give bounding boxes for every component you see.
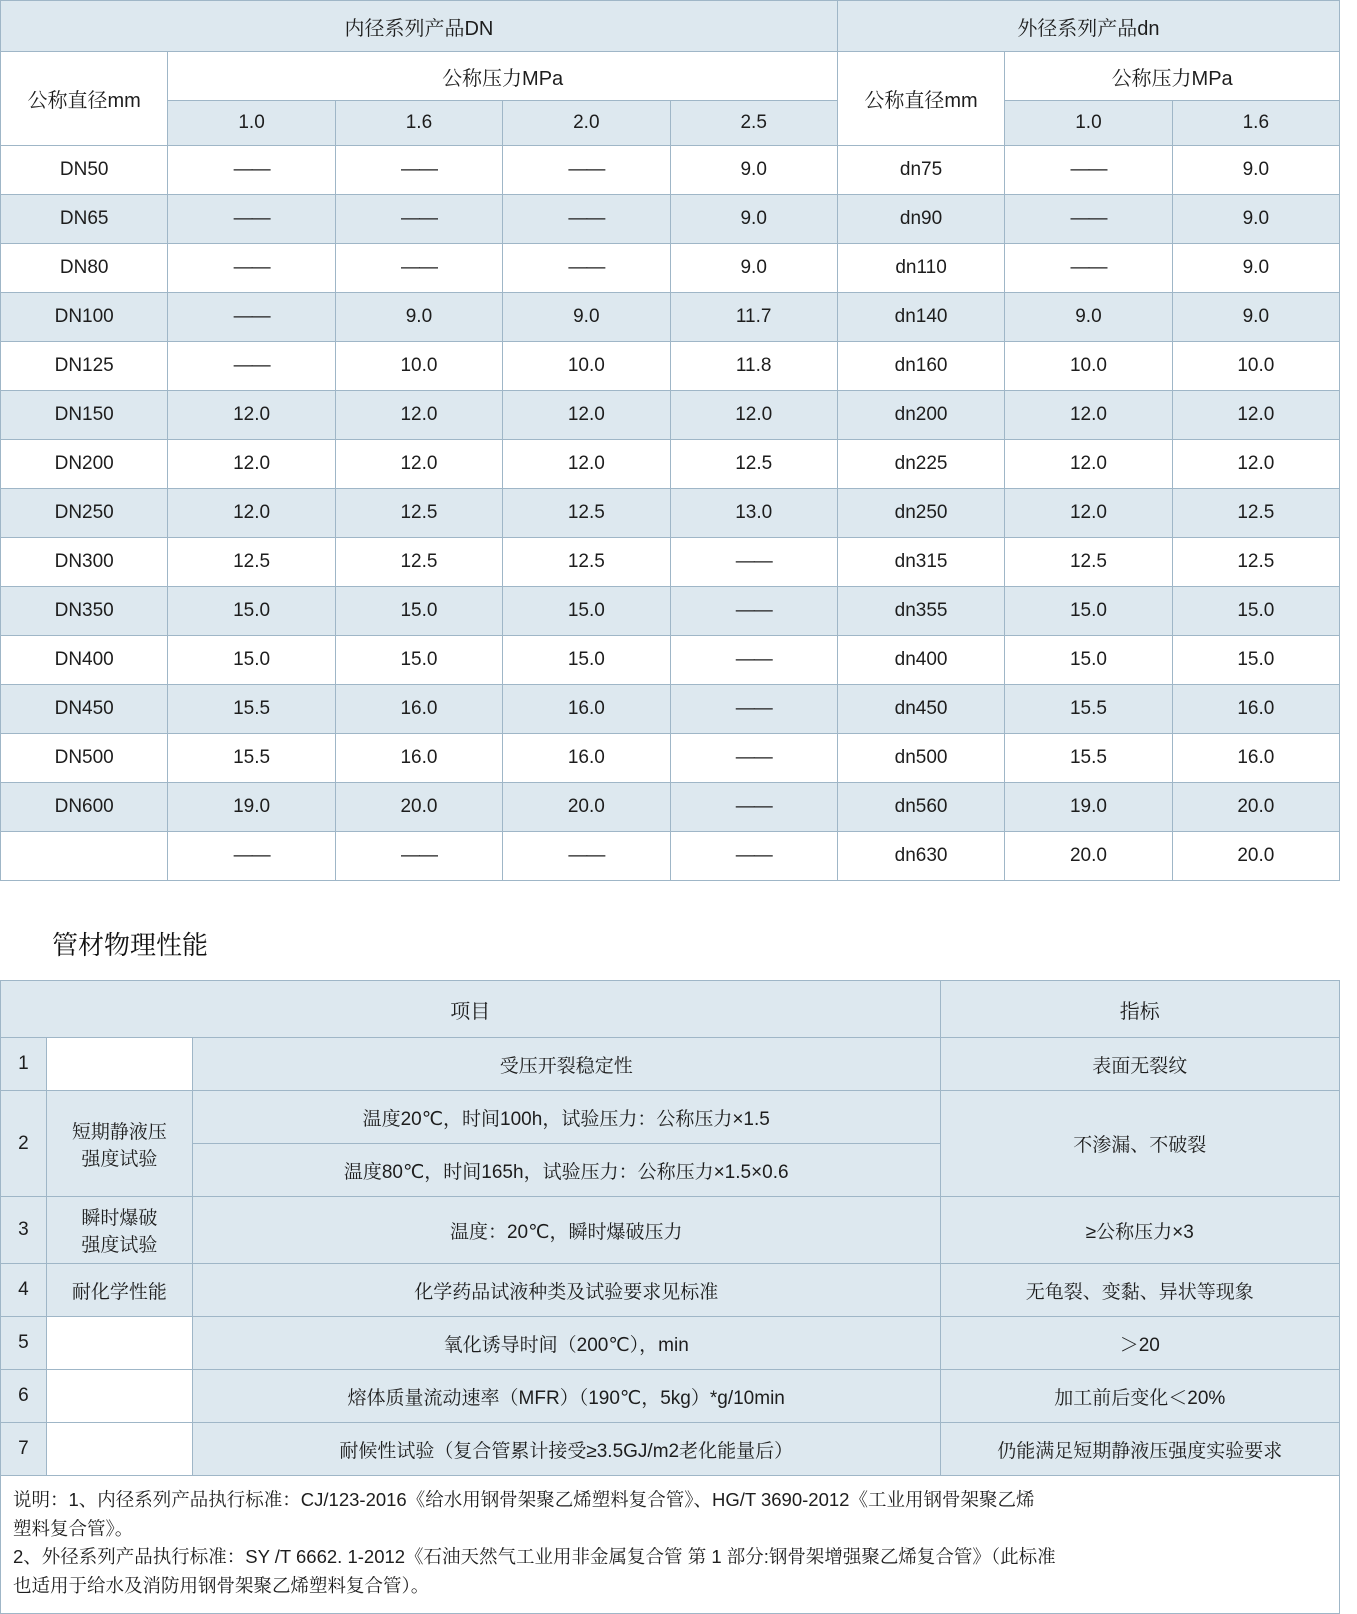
table-note: 说明：1、内径系列产品执行标准：CJ/123-2016《给水用钢骨架聚乙烯塑料复合管》、HG/T 3690-2012《工业用钢骨架聚乙烯 塑料复合管》。 2、外径系列产品执行标准：SY /T 6662. 1-2012《石油天然气工业用非金属复合管 第 1 部分:钢骨架增强聚乙烯复合管》（此标准 也适用于给水及消防用钢骨架聚乙烯塑料复合管）。 <box>1 1476 1340 1614</box>
col-header-nominal-diameter-inner: 公称直径mm <box>1 52 168 146</box>
cell-outer-p2: 15.0 <box>1172 636 1339 685</box>
cell-inner-p2: —— <box>335 244 502 293</box>
cell-outer-p1: 15.5 <box>1005 734 1172 783</box>
table-row <box>1 440 1340 489</box>
table-row <box>1 538 1340 587</box>
row-category <box>46 1317 192 1370</box>
cell-inner-p3: 15.0 <box>503 587 670 636</box>
cell-inner-p1: 15.0 <box>168 587 335 636</box>
cell-inner-p4: 9.0 <box>670 195 837 244</box>
cell-dn-outer: dn75 <box>837 146 1004 195</box>
cell-outer-p2: 12.5 <box>1172 489 1339 538</box>
cell-outer-p2: 9.0 <box>1172 293 1339 342</box>
cell-inner-p4: —— <box>670 783 837 832</box>
cell-inner-p3: 16.0 <box>503 685 670 734</box>
cell-outer-p2: 20.0 <box>1172 783 1339 832</box>
cell-outer-p2: 9.0 <box>1172 195 1339 244</box>
cell-dn: DN450 <box>1 685 168 734</box>
cell-inner-p1: —— <box>168 195 335 244</box>
cell-inner-p1: 12.0 <box>168 440 335 489</box>
cell-dn: DN65 <box>1 195 168 244</box>
cell-dn-outer: dn200 <box>837 391 1004 440</box>
cell-dn: DN80 <box>1 244 168 293</box>
cell-inner-p4: 11.7 <box>670 293 837 342</box>
group-header-inner: 内径系列产品DN <box>1 1 838 52</box>
section-title: 管材物理性能 <box>52 930 209 960</box>
row-detail-2: 温度80℃，时间165h，试验压力：公称压力×1.5×0.6 <box>192 1144 940 1197</box>
row-detail: 化学药品试液种类及试验要求见标准 <box>192 1264 940 1317</box>
cell-inner-p3: 16.0 <box>503 734 670 783</box>
cell-inner-p2: 12.5 <box>335 538 502 587</box>
cell-outer-p2: 16.0 <box>1172 685 1339 734</box>
table-row <box>1 489 1340 538</box>
cell-inner-p2: 12.0 <box>335 391 502 440</box>
cell-dn: DN150 <box>1 391 168 440</box>
pressure-table-header-row-2 <box>1 101 1340 146</box>
cell-outer-p1: 15.0 <box>1005 587 1172 636</box>
physical-header-index: 指标 <box>940 981 1339 1038</box>
cell-inner-p4: —— <box>670 685 837 734</box>
col-header-nominal-pressure-inner: 公称压力MPa <box>168 52 838 101</box>
cell-outer-p1: 19.0 <box>1005 783 1172 832</box>
cell-dn-outer: dn630 <box>837 832 1004 881</box>
cell-dn: DN500 <box>1 734 168 783</box>
cell-inner-p4: 12.0 <box>670 391 837 440</box>
row-detail: 耐候性试验（复合管累计接受≥3.5GJ/m2老化能量后） <box>192 1423 940 1476</box>
row-detail: 受压开裂稳定性 <box>192 1038 940 1091</box>
table-row <box>1 293 1340 342</box>
cell-inner-p2: —— <box>335 146 502 195</box>
row-category: 短期静液压 强度试验 <box>46 1091 192 1197</box>
cell-inner-p2: 15.0 <box>335 587 502 636</box>
cell-outer-p1: 9.0 <box>1005 293 1172 342</box>
cell-outer-p1: —— <box>1005 195 1172 244</box>
table-row <box>1 636 1340 685</box>
cell-dn: DN600 <box>1 783 168 832</box>
cell-inner-p1: —— <box>168 832 335 881</box>
row-number: 7 <box>1 1423 47 1476</box>
table-row <box>1 685 1340 734</box>
cell-inner-p4: —— <box>670 636 837 685</box>
cell-dn-outer: dn250 <box>837 489 1004 538</box>
col-header-outer-2: 1.6 <box>1172 101 1339 146</box>
table-row <box>1 391 1340 440</box>
col-header-outer-1: 1.0 <box>1005 101 1172 146</box>
row-index: 表面无裂纹 <box>940 1038 1339 1091</box>
cell-inner-p4: 13.0 <box>670 489 837 538</box>
cell-inner-p1: 15.5 <box>168 734 335 783</box>
row-number: 6 <box>1 1370 47 1423</box>
cell-inner-p3: —— <box>503 146 670 195</box>
row-index: ≥公称压力×3 <box>940 1197 1339 1264</box>
row-detail: 温度20℃，时间100h，试验压力：公称压力×1.5 <box>192 1091 940 1144</box>
cell-inner-p4: 11.8 <box>670 342 837 391</box>
cell-inner-p2: 16.0 <box>335 734 502 783</box>
cell-dn-outer: dn400 <box>837 636 1004 685</box>
cell-outer-p1: 10.0 <box>1005 342 1172 391</box>
table-row <box>1 1197 1340 1264</box>
cell-dn-outer: dn90 <box>837 195 1004 244</box>
cell-dn: DN400 <box>1 636 168 685</box>
cell-inner-p2: 12.5 <box>335 489 502 538</box>
cell-inner-p4: 9.0 <box>670 244 837 293</box>
note-row <box>1 1476 1340 1614</box>
row-index: 无龟裂、变黏、异状等现象 <box>940 1264 1339 1317</box>
cell-dn: DN200 <box>1 440 168 489</box>
group-header-outer: 外径系列产品dn <box>837 1 1339 52</box>
cell-inner-p1: 12.0 <box>168 489 335 538</box>
cell-inner-p1: 19.0 <box>168 783 335 832</box>
cell-outer-p1: 12.0 <box>1005 489 1172 538</box>
row-category <box>46 1038 192 1091</box>
cell-inner-p2: 16.0 <box>335 685 502 734</box>
cell-inner-p3: —— <box>503 195 670 244</box>
cell-dn: DN100 <box>1 293 168 342</box>
row-number: 4 <box>1 1264 47 1317</box>
table-row <box>1 244 1340 293</box>
table-row <box>1 783 1340 832</box>
cell-dn-outer: dn110 <box>837 244 1004 293</box>
table-row <box>1 587 1340 636</box>
cell-inner-p1: —— <box>168 342 335 391</box>
cell-inner-p3: 12.0 <box>503 391 670 440</box>
physical-table-header-row <box>1 981 1340 1038</box>
table-row <box>1 1370 1340 1423</box>
table-row <box>1 1038 1340 1091</box>
col-header-inner-1: 1.0 <box>168 101 335 146</box>
cell-outer-p2: 20.0 <box>1172 832 1339 881</box>
cell-inner-p4: —— <box>670 832 837 881</box>
cell-inner-p2: 9.0 <box>335 293 502 342</box>
cell-outer-p2: 10.0 <box>1172 342 1339 391</box>
cell-outer-p1: 15.5 <box>1005 685 1172 734</box>
cell-outer-p1: 12.5 <box>1005 538 1172 587</box>
cell-outer-p2: 12.5 <box>1172 538 1339 587</box>
table-row <box>1 146 1340 195</box>
cell-dn-outer: dn355 <box>837 587 1004 636</box>
cell-inner-p3: 20.0 <box>503 783 670 832</box>
table-row <box>1 1317 1340 1370</box>
table-row <box>1 734 1340 783</box>
cell-dn <box>1 832 168 881</box>
table-row <box>1 1423 1340 1476</box>
cell-inner-p3: —— <box>503 832 670 881</box>
pressure-table-header-row-1 <box>1 52 1340 101</box>
cell-outer-p2: 9.0 <box>1172 146 1339 195</box>
col-header-inner-2: 1.6 <box>335 101 502 146</box>
row-index: ＞20 <box>940 1317 1339 1370</box>
cell-outer-p1: 15.0 <box>1005 636 1172 685</box>
cell-dn-outer: dn140 <box>837 293 1004 342</box>
cell-inner-p1: 12.5 <box>168 538 335 587</box>
cell-inner-p1: —— <box>168 244 335 293</box>
cell-inner-p3: 10.0 <box>503 342 670 391</box>
cell-inner-p3: 12.5 <box>503 538 670 587</box>
col-header-nominal-diameter-outer: 公称直径mm <box>837 52 1004 146</box>
cell-outer-p1: —— <box>1005 244 1172 293</box>
row-number: 3 <box>1 1197 47 1264</box>
cell-inner-p1: 15.5 <box>168 685 335 734</box>
cell-inner-p1: —— <box>168 146 335 195</box>
row-category <box>46 1423 192 1476</box>
table-row <box>1 195 1340 244</box>
cell-inner-p4: —— <box>670 734 837 783</box>
row-index: 仍能满足短期静液压强度实验要求 <box>940 1423 1339 1476</box>
table-row <box>1 342 1340 391</box>
row-number: 5 <box>1 1317 47 1370</box>
cell-dn-outer: dn450 <box>837 685 1004 734</box>
cell-inner-p2: —— <box>335 195 502 244</box>
row-category: 瞬时爆破 强度试验 <box>46 1197 192 1264</box>
cell-inner-p3: 9.0 <box>503 293 670 342</box>
table-row <box>1 1091 1340 1144</box>
cell-outer-p2: 15.0 <box>1172 587 1339 636</box>
row-detail: 氧化诱导时间（200℃），min <box>192 1317 940 1370</box>
cell-inner-p3: 12.5 <box>503 489 670 538</box>
col-header-inner-4: 2.5 <box>670 101 837 146</box>
pressure-table-group-header-row <box>1 1 1340 52</box>
cell-inner-p2: 20.0 <box>335 783 502 832</box>
col-header-nominal-pressure-outer: 公称压力MPa <box>1005 52 1340 101</box>
cell-inner-p3: 12.0 <box>503 440 670 489</box>
cell-dn-outer: dn225 <box>837 440 1004 489</box>
cell-outer-p2: 12.0 <box>1172 440 1339 489</box>
cell-inner-p1: 12.0 <box>168 391 335 440</box>
cell-inner-p2: —— <box>335 832 502 881</box>
physical-header-item: 项目 <box>1 981 941 1038</box>
cell-dn: DN125 <box>1 342 168 391</box>
cell-inner-p1: 15.0 <box>168 636 335 685</box>
cell-inner-p4: 9.0 <box>670 146 837 195</box>
row-index: 加工前后变化＜20% <box>940 1370 1339 1423</box>
cell-inner-p1: —— <box>168 293 335 342</box>
row-number: 2 <box>1 1091 47 1197</box>
cell-dn: DN250 <box>1 489 168 538</box>
cell-inner-p4: —— <box>670 538 837 587</box>
physical-properties-table <box>0 980 1340 1614</box>
cell-inner-p3: 15.0 <box>503 636 670 685</box>
row-detail: 温度：20℃，瞬时爆破压力 <box>192 1197 940 1264</box>
cell-inner-p2: 15.0 <box>335 636 502 685</box>
cell-outer-p1: 20.0 <box>1005 832 1172 881</box>
cell-outer-p2: 9.0 <box>1172 244 1339 293</box>
cell-dn-outer: dn160 <box>837 342 1004 391</box>
row-category: 耐化学性能 <box>46 1264 192 1317</box>
cell-dn: DN350 <box>1 587 168 636</box>
cell-outer-p1: 12.0 <box>1005 440 1172 489</box>
col-header-inner-3: 2.0 <box>503 101 670 146</box>
cell-inner-p2: 10.0 <box>335 342 502 391</box>
cell-dn-outer: dn315 <box>837 538 1004 587</box>
table-row <box>1 1264 1340 1317</box>
cell-dn: DN50 <box>1 146 168 195</box>
cell-inner-p4: —— <box>670 587 837 636</box>
cell-inner-p3: —— <box>503 244 670 293</box>
table-row <box>1 832 1340 881</box>
cell-outer-p1: 12.0 <box>1005 391 1172 440</box>
row-index: 不渗漏、不破裂 <box>940 1091 1339 1197</box>
cell-dn: DN300 <box>1 538 168 587</box>
row-detail: 熔体质量流动速率（MFR）（190℃，5kg）*g/10min <box>192 1370 940 1423</box>
cell-inner-p2: 12.0 <box>335 440 502 489</box>
cell-inner-p4: 12.5 <box>670 440 837 489</box>
cell-dn-outer: dn500 <box>837 734 1004 783</box>
cell-outer-p2: 16.0 <box>1172 734 1339 783</box>
cell-dn-outer: dn560 <box>837 783 1004 832</box>
row-category <box>46 1370 192 1423</box>
row-number: 1 <box>1 1038 47 1091</box>
cell-outer-p1: —— <box>1005 146 1172 195</box>
cell-outer-p2: 12.0 <box>1172 391 1339 440</box>
